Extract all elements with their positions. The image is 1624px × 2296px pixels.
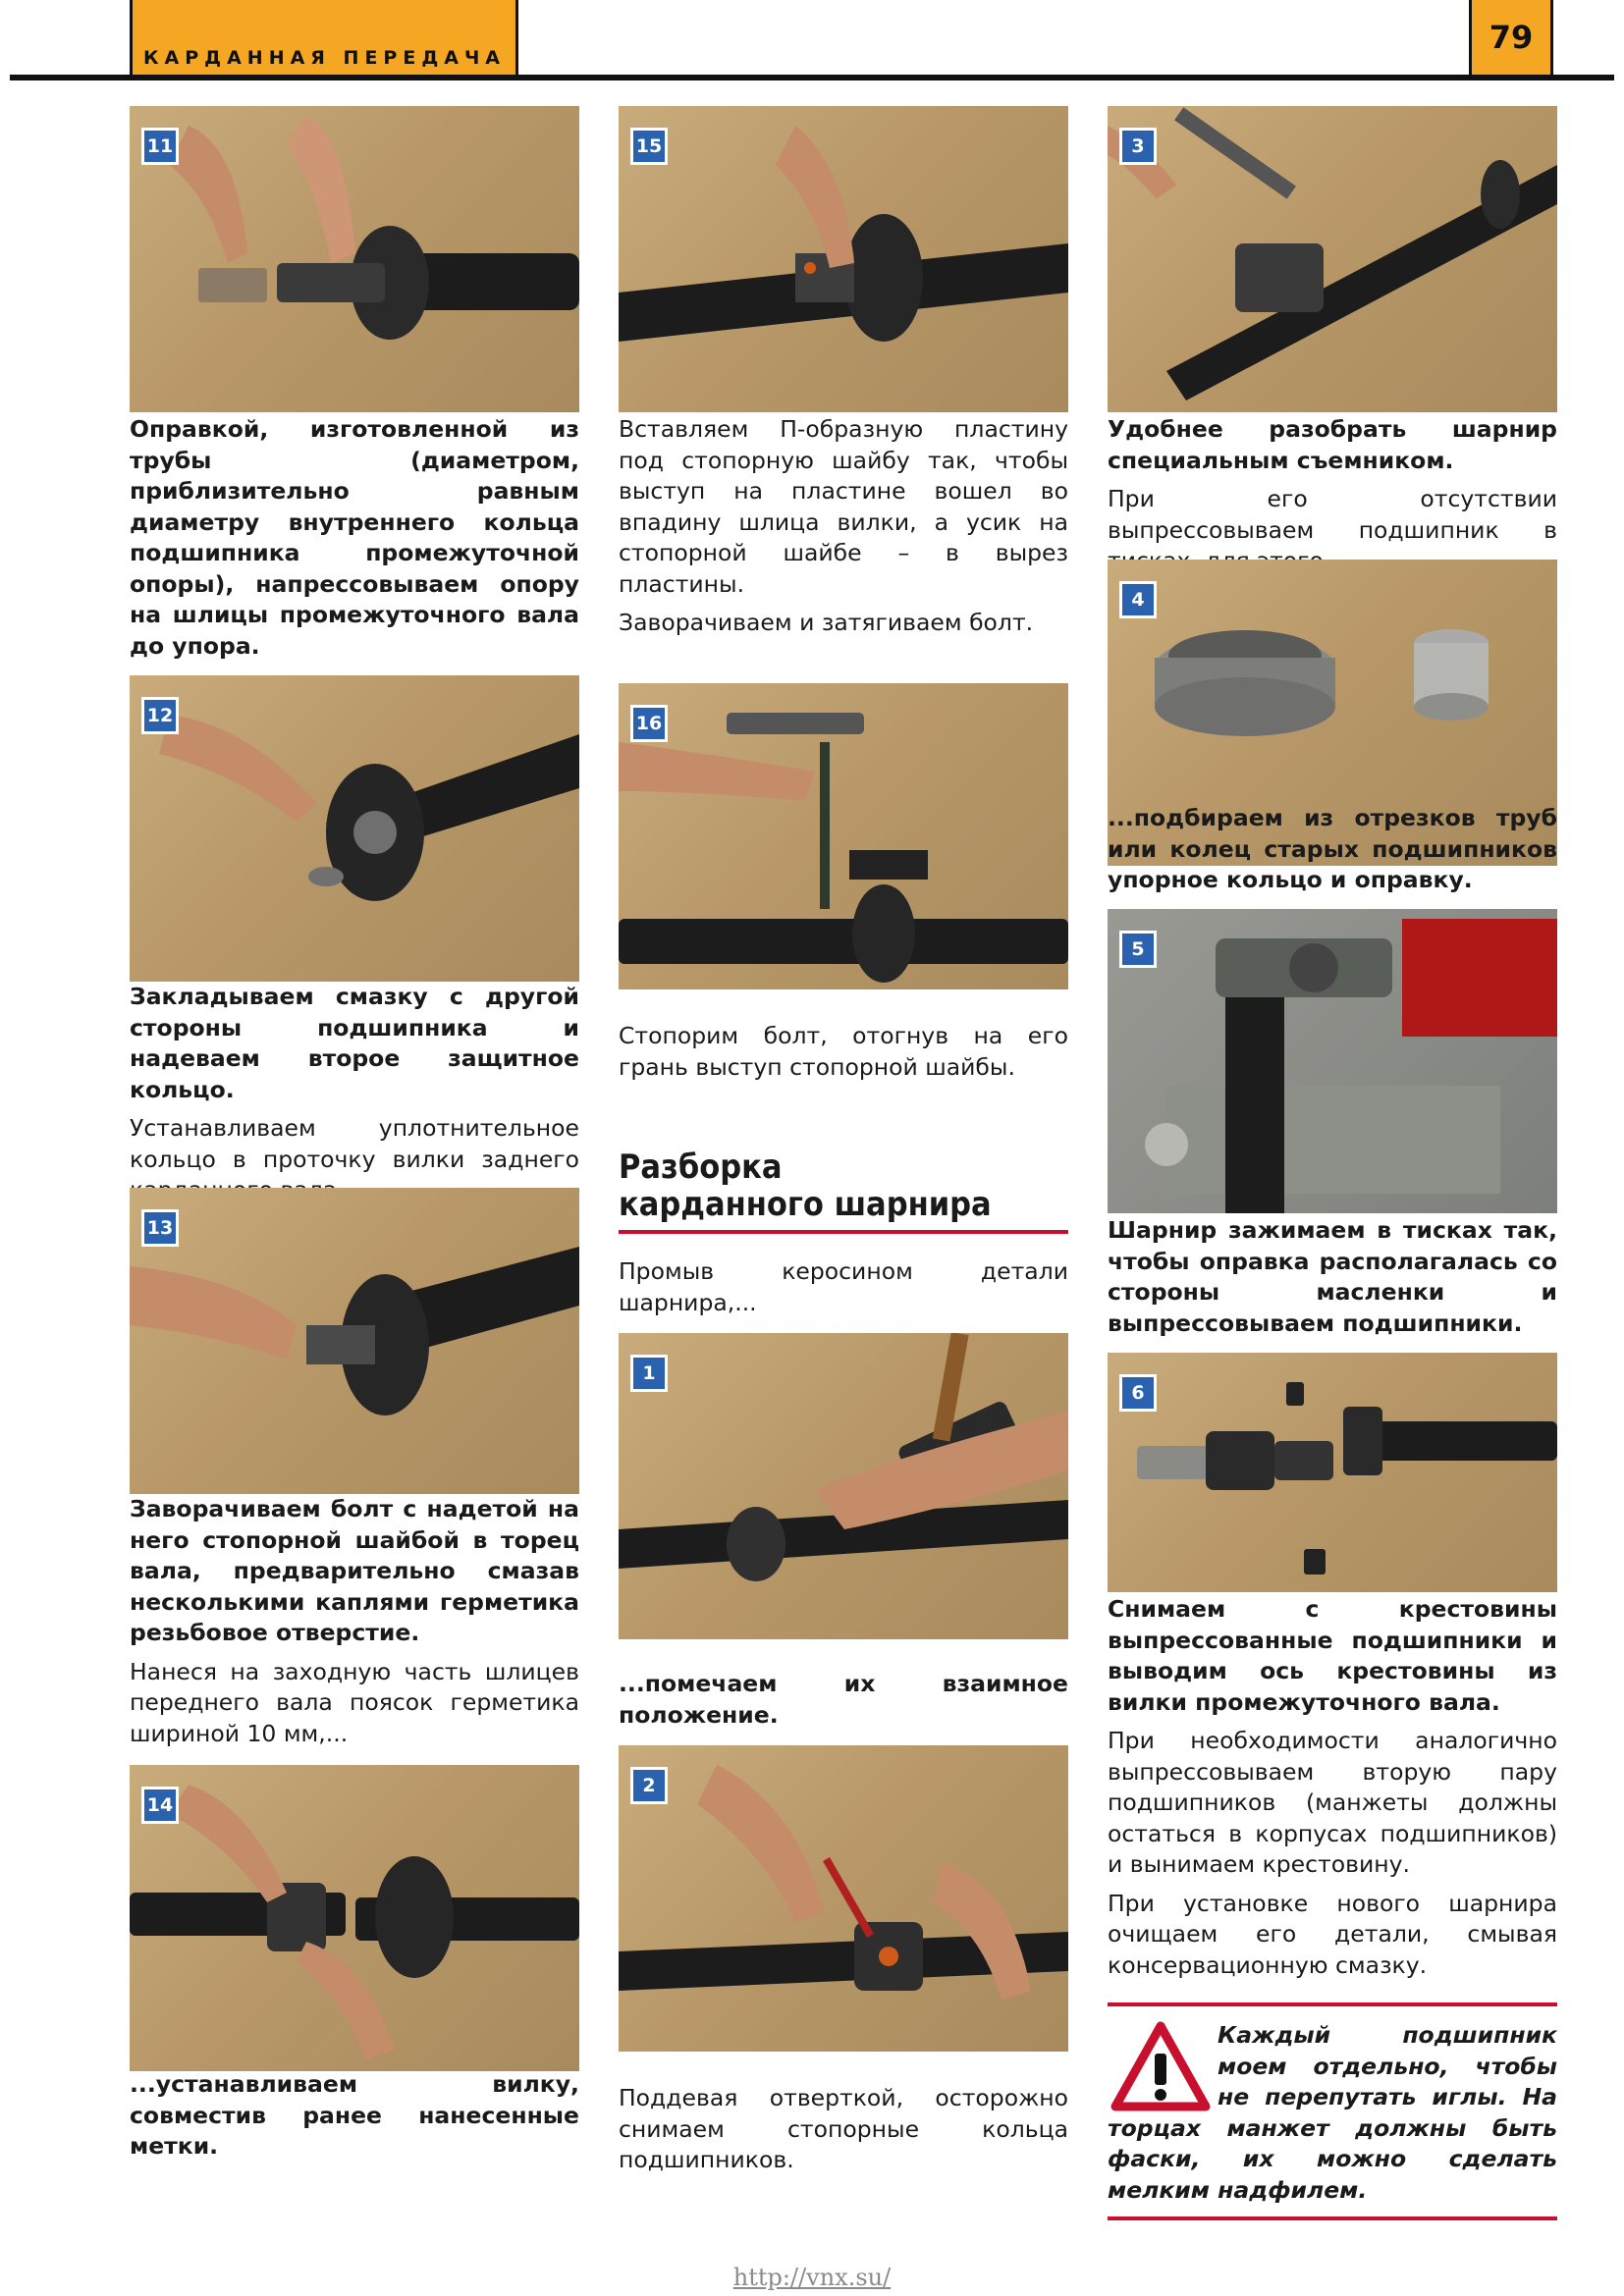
step-badge: 13 [141,1209,179,1247]
caption-step-12 [130,982,579,1206]
caption-step-3 [1108,414,1557,577]
caption-step-6 [1108,1594,1557,1981]
warning-text: Каждый подшипник моем отдельно, чтобы не перепутать иглы. На торцах манжет должны быть фаски, их можно сделать мелким надфилем. [1108,2021,1557,2204]
footer-link[interactable]: http://vnx.su/ [732,2264,892,2291]
caption-paragraph: ...устанавливаем вилку, совместив ранее нанесенные метки. [130,2070,579,2160]
step-badge: 15 [630,128,668,165]
photo-step-12 [130,675,579,982]
section-heading-rule [619,1230,1068,1234]
caption-paragraph: Вставляем П-образную пластину под стопорную шайбу так, чтобы выступ на пластине вошел во впадину шлица вилки, а усик на стопорной шайбе – в вырез пластины. [619,415,1068,598]
caption-step-15 [619,414,1068,639]
caption-paragraph: При его отсутствии выпрессовываем подшипник в [1108,485,1557,544]
step-badge: 2 [630,1767,668,1804]
caption-paragraph: Оправкой, изготовленной из трубы (диаметром, приблизительно равным диаметру внутреннего кольца подшипника промежуточной опоры), напрессовываем опору на шлицы промежуточного вала до упора. [130,415,579,660]
photo-step-14 [130,1765,579,2071]
caption-step-11 [130,414,579,662]
step-badge: 5 [1119,931,1157,968]
photo-step-1 [619,1333,1068,1639]
warning-top-rule [1108,2002,1557,2006]
caption-paragraph: Заворачиваем и затягиваем болт. [619,609,1034,636]
caption-step-14 [130,2069,579,2163]
section-intro [619,1256,1068,1318]
section-heading-line: карданного шарнира [619,1185,992,1224]
caption-paragraph: При установке нового шарнира очищаем его детали, смывая консервационную смазку. [1108,1889,1557,1979]
photo-step-3 [1108,106,1557,412]
caption-step-1 [619,1669,1068,1731]
step-badge: 12 [141,697,179,734]
photo-step-5 [1108,909,1557,1213]
caption-step-16 [619,1021,1068,1083]
step-badge: 1 [630,1355,668,1392]
caption-paragraph: Стопорим болт, отогнув на его грань выступ стопорной шайбы. [619,1022,1068,1081]
caption-paragraph: ...помечаем их взаимное положение. [619,1670,1068,1729]
step-badge: 11 [141,128,179,165]
caption-paragraph: Снимаем с крестовины выпрессованные подшипники и выводим ось крестовины из вилки промежуточного вала. [1108,1595,1557,1716]
caption-paragraph: Устанавливаем уплотнительное кольцо в проточку вилки заднего [130,1114,579,1173]
caption-paragraph: Заворачиваем болт с надетой на него стопорной шайбой в торец вала, предварительно смазав несколькими каплями герметика резьбовое отверстие. [130,1495,579,1646]
warning-bottom-rule [1108,2216,1557,2220]
step-badge: 6 [1119,1374,1157,1412]
step-badge: 14 [141,1787,179,1824]
caption-paragraph: Нанеся на заходную часть шлицев переднего вала поясок герметика шириной 10 мм,... [130,1657,579,1747]
section-heading-line: Разборка [619,1148,783,1187]
caption-step-4 [1108,803,1557,896]
caption-step-13 [130,1494,579,1749]
page-number: 79 [1469,0,1553,75]
section-running-title: КАРДАННАЯ ПЕРЕДАЧА [143,47,507,69]
caption-step-2 [619,2083,1068,2176]
photo-step-2 [619,1745,1068,2052]
photo-step-6 [1108,1353,1557,1592]
caption-paragraph: При необходимости аналогично выпрессовываем вторую пару подшипников (манжеты должны остаться в корпусах подшипников) и вынимаем крестовину. [1108,1727,1557,1878]
caption-paragraph: Поддевая отверткой, осторожно снимаем стопорные кольца подшипников. [619,2084,1068,2173]
photo-step-15 [619,106,1068,412]
caption-paragraph: Удобнее разобрать шарнир специальным съемником. [1108,415,1557,474]
step-badge: 3 [1119,128,1157,165]
warning-note [1108,2020,1557,2206]
caption-paragraph: Промыв керосином детали шарнира,... [619,1257,1068,1316]
step-badge: 4 [1119,581,1157,618]
photo-step-11 [130,106,579,412]
photo-step-16 [619,683,1068,989]
caption-step-5 [1108,1215,1557,1339]
header-rule [10,75,1614,80]
caption-paragraph: ...подбираем из отрезков труб или колец старых подшипников упорное кольцо и оправку. [1108,804,1557,893]
step-badge: 16 [630,705,668,742]
caption-paragraph: Закладываем смазку с другой стороны подшипника и надеваем второе защитное кольцо. [130,983,579,1103]
photo-step-13 [130,1188,579,1494]
caption-paragraph: Шарнир зажимаем в тисках так, чтобы оправка располагалась со стороны масленки и выпрессовываем подшипники. [1108,1216,1557,1337]
section-heading [619,1148,1068,1223]
